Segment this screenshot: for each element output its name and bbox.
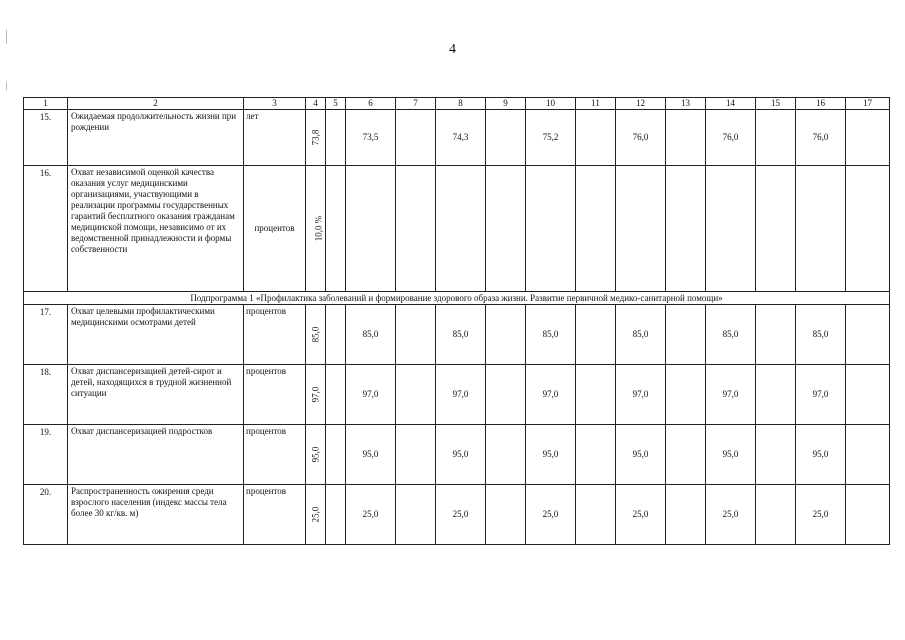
base-value-cell: [306, 110, 326, 166]
empty-cell: [396, 365, 436, 425]
target-value: 97,0: [616, 365, 666, 425]
target-value: 25,0: [706, 485, 756, 545]
column-number: 16: [796, 98, 846, 110]
column-number: 13: [666, 98, 706, 110]
column-number: 1: [24, 98, 68, 110]
empty-cell: [756, 485, 796, 545]
empty-cell: [396, 425, 436, 485]
empty-cell: [576, 485, 616, 545]
column-number: 8: [436, 98, 486, 110]
empty-cell: [666, 425, 706, 485]
empty-cell: [326, 166, 346, 292]
empty-cell: [486, 485, 526, 545]
indicator-name: Охват независимой оценкой качества оказания услуг медицинскими организациями, участвующими в реализации программы государственных гарантий бесплатного оказания гражданам медицинской помощи, независимо от их ведомственной принадлежности и формы собственности: [68, 166, 244, 292]
empty-cell: [756, 425, 796, 485]
empty-cell: [576, 365, 616, 425]
target-value: 25,0: [526, 485, 576, 545]
scan-mark-top: [6, 30, 7, 44]
empty-cell: [666, 485, 706, 545]
column-number: 9: [486, 98, 526, 110]
row-number: 18.: [24, 365, 68, 425]
empty-cell: [846, 305, 890, 365]
base-value: 10,0 %: [313, 215, 324, 242]
base-value-cell: [306, 365, 326, 425]
empty-cell: [846, 110, 890, 166]
empty-cell: [576, 166, 616, 292]
column-number: 7: [396, 98, 436, 110]
target-value: 97,0: [796, 365, 846, 425]
indicator-name: Охват диспансеризацией подростков: [68, 425, 244, 485]
unit-of-measure: лет: [244, 110, 306, 166]
column-number: 5: [326, 98, 346, 110]
column-number: 15: [756, 98, 796, 110]
empty-cell: [326, 110, 346, 166]
empty-cell: [326, 485, 346, 545]
target-value: 85,0: [526, 305, 576, 365]
target-value: 25,0: [616, 485, 666, 545]
table-row: [24, 485, 890, 545]
empty-cell: [576, 305, 616, 365]
empty-cell: [756, 305, 796, 365]
empty-cell: [576, 110, 616, 166]
target-value: 85,0: [706, 305, 756, 365]
target-value: 76,0: [796, 110, 846, 166]
target-value: 74,3: [436, 110, 486, 166]
empty-cell: [756, 365, 796, 425]
target-value: [436, 166, 486, 292]
page-number: 4: [449, 42, 456, 57]
target-value: 97,0: [526, 365, 576, 425]
column-number: 4: [306, 98, 326, 110]
empty-cell: [486, 166, 526, 292]
empty-cell: [666, 110, 706, 166]
empty-cell: [396, 305, 436, 365]
empty-cell: [576, 425, 616, 485]
target-value: [526, 166, 576, 292]
target-value: 85,0: [796, 305, 846, 365]
subprogram-row: [24, 292, 890, 305]
indicator-name: Охват целевыми профилактическими медицинскими осмотрами детей: [68, 305, 244, 365]
empty-cell: [666, 305, 706, 365]
column-number: 14: [706, 98, 756, 110]
empty-cell: [846, 425, 890, 485]
column-number: 3: [244, 98, 306, 110]
empty-cell: [666, 166, 706, 292]
target-value: 97,0: [346, 365, 396, 425]
base-value-cell: [306, 485, 326, 545]
table-body: [24, 98, 890, 545]
target-value: 95,0: [616, 425, 666, 485]
base-value: 97,0: [310, 386, 320, 403]
unit-of-measure: процентов: [244, 485, 306, 545]
target-value: 73,5: [346, 110, 396, 166]
base-value-cell: [306, 166, 326, 292]
base-value: 73,8: [310, 129, 320, 146]
empty-cell: [486, 305, 526, 365]
base-value-cell: [306, 425, 326, 485]
target-value: 97,0: [706, 365, 756, 425]
subprogram-title: Подпрограмма 1 «Профилактика заболеваний и формирование здорового образа жизни. Развитие первичной медико-санитарной помощи»: [24, 292, 890, 305]
indicator-name: Распространенность ожирения среди взрослого населения (индекс массы тела более 30 кг/кв. м): [68, 485, 244, 545]
target-value: 85,0: [616, 305, 666, 365]
target-value: [346, 166, 396, 292]
base-value-cell: [306, 305, 326, 365]
table-row: [24, 425, 890, 485]
target-value: 95,0: [346, 425, 396, 485]
target-value: [616, 166, 666, 292]
target-value: 85,0: [346, 305, 396, 365]
scan-mark-mid: [6, 82, 7, 90]
row-number: 19.: [24, 425, 68, 485]
base-value: 95,0: [310, 446, 320, 463]
row-number: 17.: [24, 305, 68, 365]
column-number: 6: [346, 98, 396, 110]
target-value: 97,0: [436, 365, 486, 425]
empty-cell: [486, 425, 526, 485]
target-value: 25,0: [346, 485, 396, 545]
unit-of-measure: процентов: [244, 166, 306, 292]
unit-of-measure: процентов: [244, 305, 306, 365]
column-number: 10: [526, 98, 576, 110]
row-number: 16.: [24, 166, 68, 292]
empty-cell: [396, 110, 436, 166]
target-value: 95,0: [796, 425, 846, 485]
target-value: 25,0: [796, 485, 846, 545]
target-value: 76,0: [616, 110, 666, 166]
row-number: 15.: [24, 110, 68, 166]
target-value: 95,0: [706, 425, 756, 485]
target-value: 95,0: [436, 425, 486, 485]
empty-cell: [326, 305, 346, 365]
base-value: 85,0: [310, 326, 320, 343]
row-number: 20.: [24, 485, 68, 545]
empty-cell: [756, 110, 796, 166]
target-value: 76,0: [706, 110, 756, 166]
table-row: [24, 305, 890, 365]
column-number: 2: [68, 98, 244, 110]
indicator-name: Ожидаемая продолжительность жизни при рождении: [68, 110, 244, 166]
column-number: 12: [616, 98, 666, 110]
base-value: 25,0: [310, 506, 320, 523]
target-value: 75,2: [526, 110, 576, 166]
target-value: 25,0: [436, 485, 486, 545]
target-value: 85,0: [436, 305, 486, 365]
empty-cell: [396, 166, 436, 292]
empty-cell: [326, 425, 346, 485]
empty-cell: [756, 166, 796, 292]
empty-cell: [666, 365, 706, 425]
empty-cell: [846, 485, 890, 545]
column-number: 17: [846, 98, 890, 110]
target-value: 95,0: [526, 425, 576, 485]
empty-cell: [846, 166, 890, 292]
empty-cell: [486, 365, 526, 425]
unit-of-measure: процентов: [244, 425, 306, 485]
indicators-table: [23, 97, 890, 545]
empty-cell: [396, 485, 436, 545]
table-row: [24, 365, 890, 425]
indicator-name: Охват диспансеризацией детей-сирот и детей, находящихся в трудной жизненной ситуации: [68, 365, 244, 425]
empty-cell: [486, 110, 526, 166]
target-value: [706, 166, 756, 292]
table-row: [24, 110, 890, 166]
table-row: [24, 166, 890, 292]
target-value: [796, 166, 846, 292]
empty-cell: [846, 365, 890, 425]
column-number-row: [24, 98, 890, 110]
column-number: 11: [576, 98, 616, 110]
empty-cell: [326, 365, 346, 425]
unit-of-measure: процентов: [244, 365, 306, 425]
